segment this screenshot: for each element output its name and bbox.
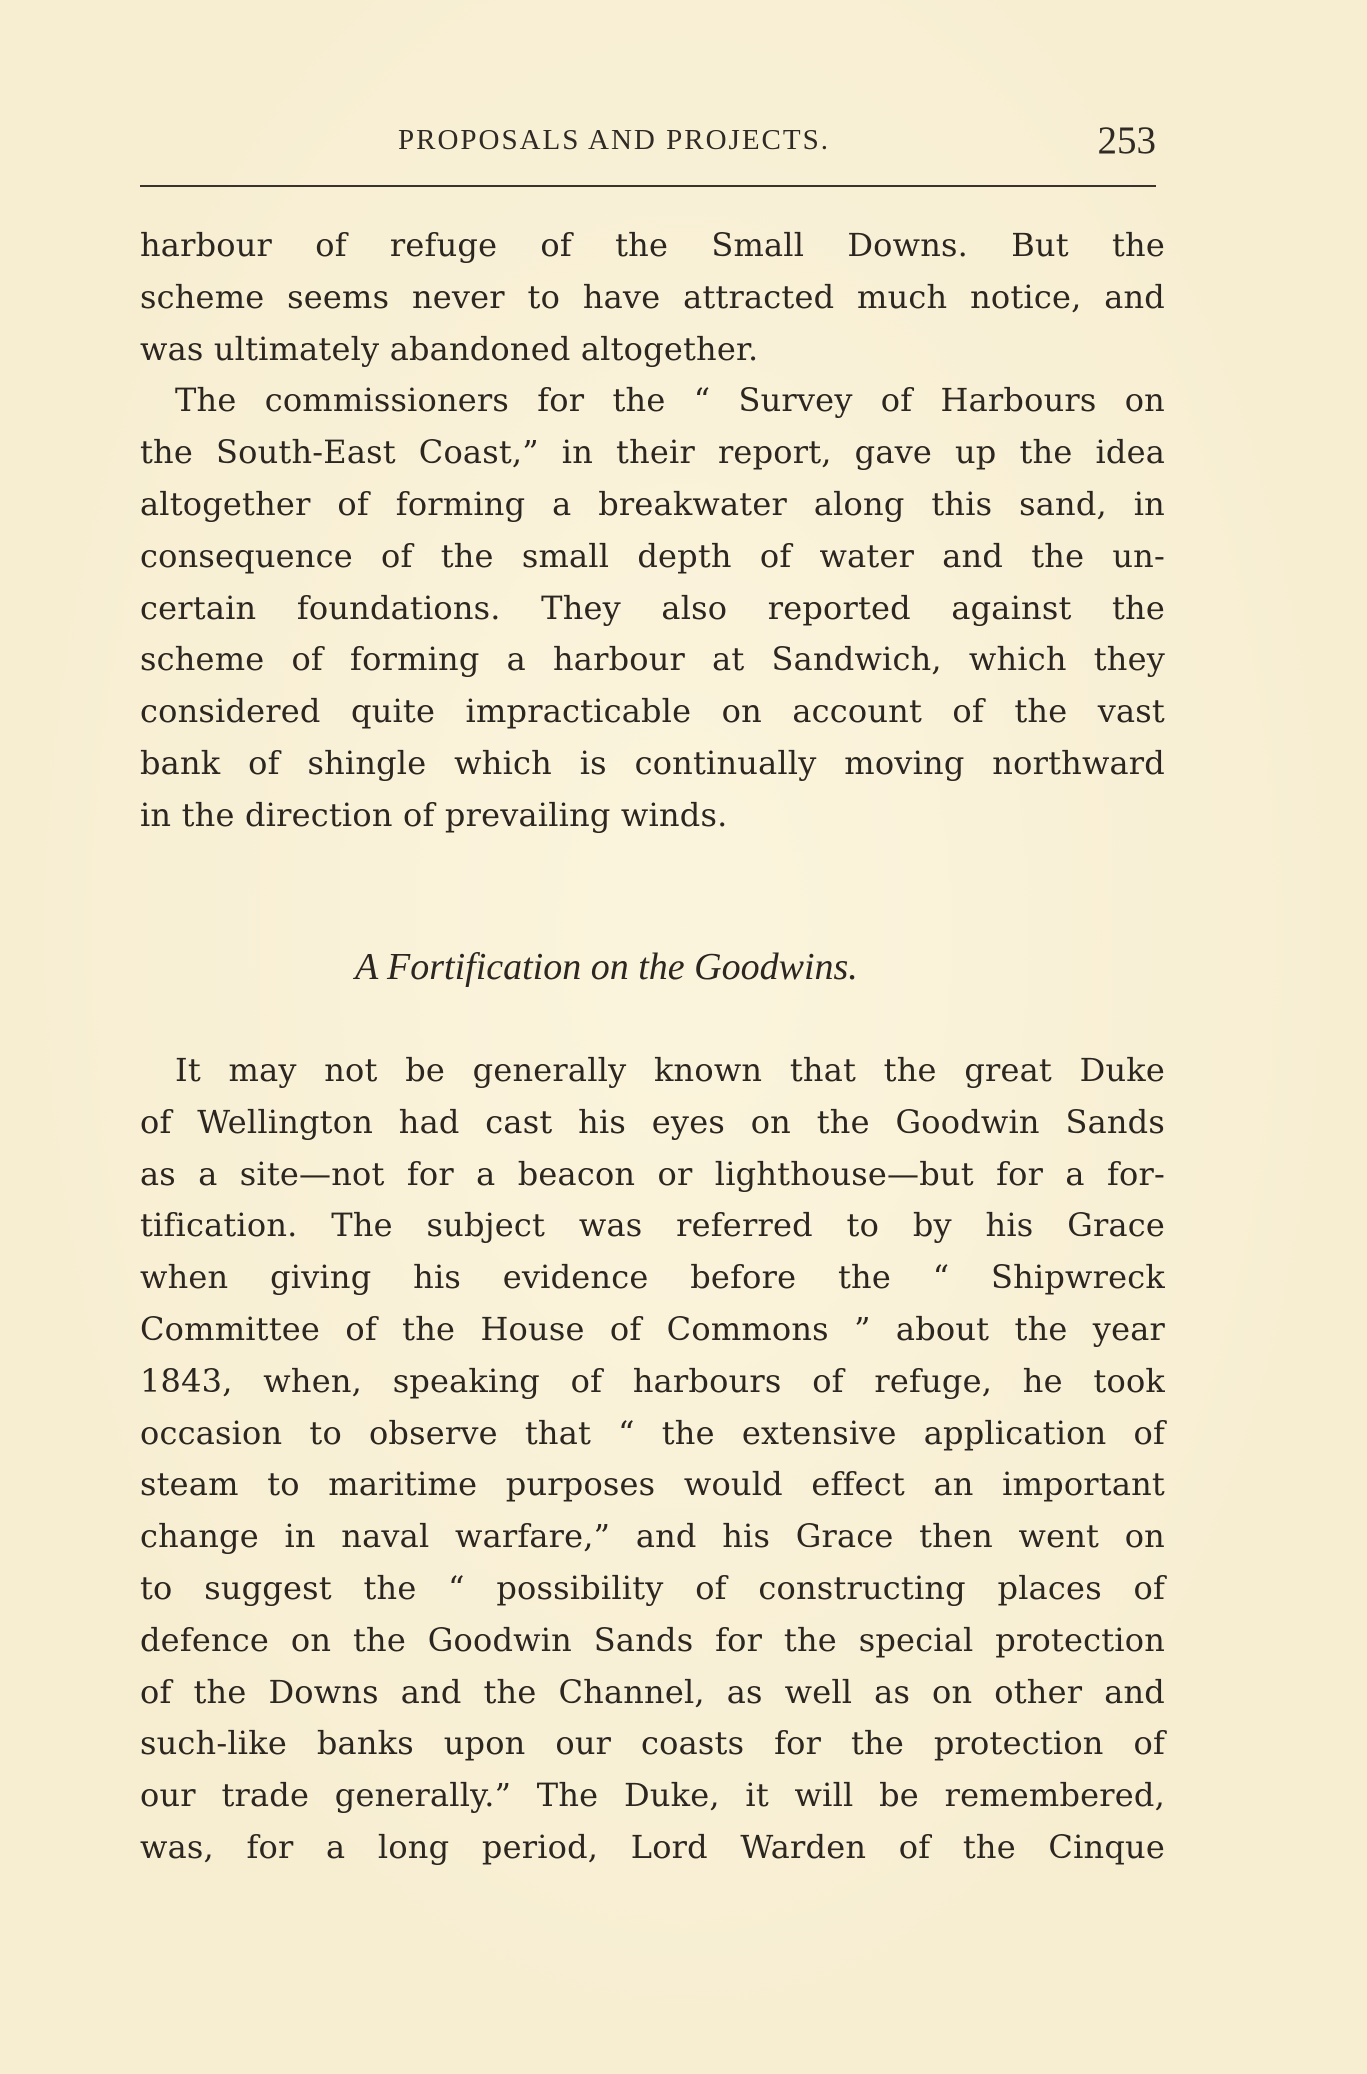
paragraph-2-line: the South-East Coast,” in their report, gave up the idea	[140, 433, 1165, 472]
running-title: PROPOSALS AND PROJECTS.	[398, 124, 830, 156]
paragraph-1-line: was ultimately abandoned altogether.	[140, 329, 759, 368]
paragraph-3-line: occasion to observe that “ the extensive application of	[140, 1413, 1165, 1452]
header-rule	[140, 185, 1156, 187]
paragraph-3-line: 1843, when, speaking of harbours of refuge, he took	[140, 1361, 1165, 1400]
page-number: 253	[1097, 119, 1156, 162]
paragraph-3-line: was, for a long period, Lord Warden of the Cinque	[140, 1827, 1165, 1866]
paragraph-3-line: tification. The subject was referred to by his Grace	[140, 1206, 1165, 1245]
paragraph-3-line: such-like banks upon our coasts for the protection of	[140, 1724, 1165, 1763]
text-block-bottom	[140, 1045, 1165, 1874]
paragraph-1-line: harbour of refuge of the Small Downs. But the	[140, 226, 1165, 264]
paragraph-1-line: scheme seems never to have attracted much notice, and	[140, 277, 1165, 316]
paragraph-3-line: when giving his evidence before the “ Shipwreck	[140, 1258, 1165, 1297]
paragraph-3-line: change in naval warfare,” and his Grace then went on	[140, 1517, 1165, 1556]
paragraph-2-line: certain foundations. They also reported against the	[140, 588, 1165, 627]
paragraph-2-line: The commissioners for the “ Survey of Harbours on	[175, 381, 1165, 420]
paragraph-3-line: as a site—not for a beacon or lighthouse—but for a for-	[140, 1154, 1165, 1193]
paragraph-2-line: altogether of forming a breakwater along this sand, in	[140, 484, 1165, 523]
paragraph-2-line: in the direction of prevailing winds.	[140, 795, 728, 834]
paragraph-3-line: our trade generally.” The Duke, it will be remembered,	[140, 1776, 1165, 1815]
paragraph-3-line: defence on the Goodwin Sands for the special protection	[140, 1620, 1165, 1659]
paragraph-3-line: Committee of the House of Commons ” about the year	[140, 1309, 1165, 1348]
paragraph-2-line: consequence of the small depth of water and the un-	[140, 536, 1165, 575]
text-block-top	[140, 220, 1165, 842]
section-heading: A Fortification on the Goodwins.	[355, 946, 858, 988]
paragraph-3-line: of Wellington had cast his eyes on the Goodwin Sands	[140, 1102, 1165, 1141]
paragraph-3-line: It may not be generally known that the great Duke	[175, 1051, 1165, 1089]
paragraph-3-line: of the Downs and the Channel, as well as on other and	[140, 1672, 1165, 1711]
paragraph-3-line: steam to maritime purposes would effect an important	[140, 1465, 1165, 1504]
running-head	[140, 118, 1156, 168]
paragraph-2-line: scheme of forming a harbour at Sandwich, which they	[140, 640, 1165, 679]
paragraph-2-line: bank of shingle which is continually moving northward	[140, 743, 1165, 782]
paragraph-3-line: to suggest the “ possibility of constructing places of	[140, 1568, 1165, 1607]
paragraph-2-line: considered quite impracticable on account of the vast	[140, 692, 1165, 731]
